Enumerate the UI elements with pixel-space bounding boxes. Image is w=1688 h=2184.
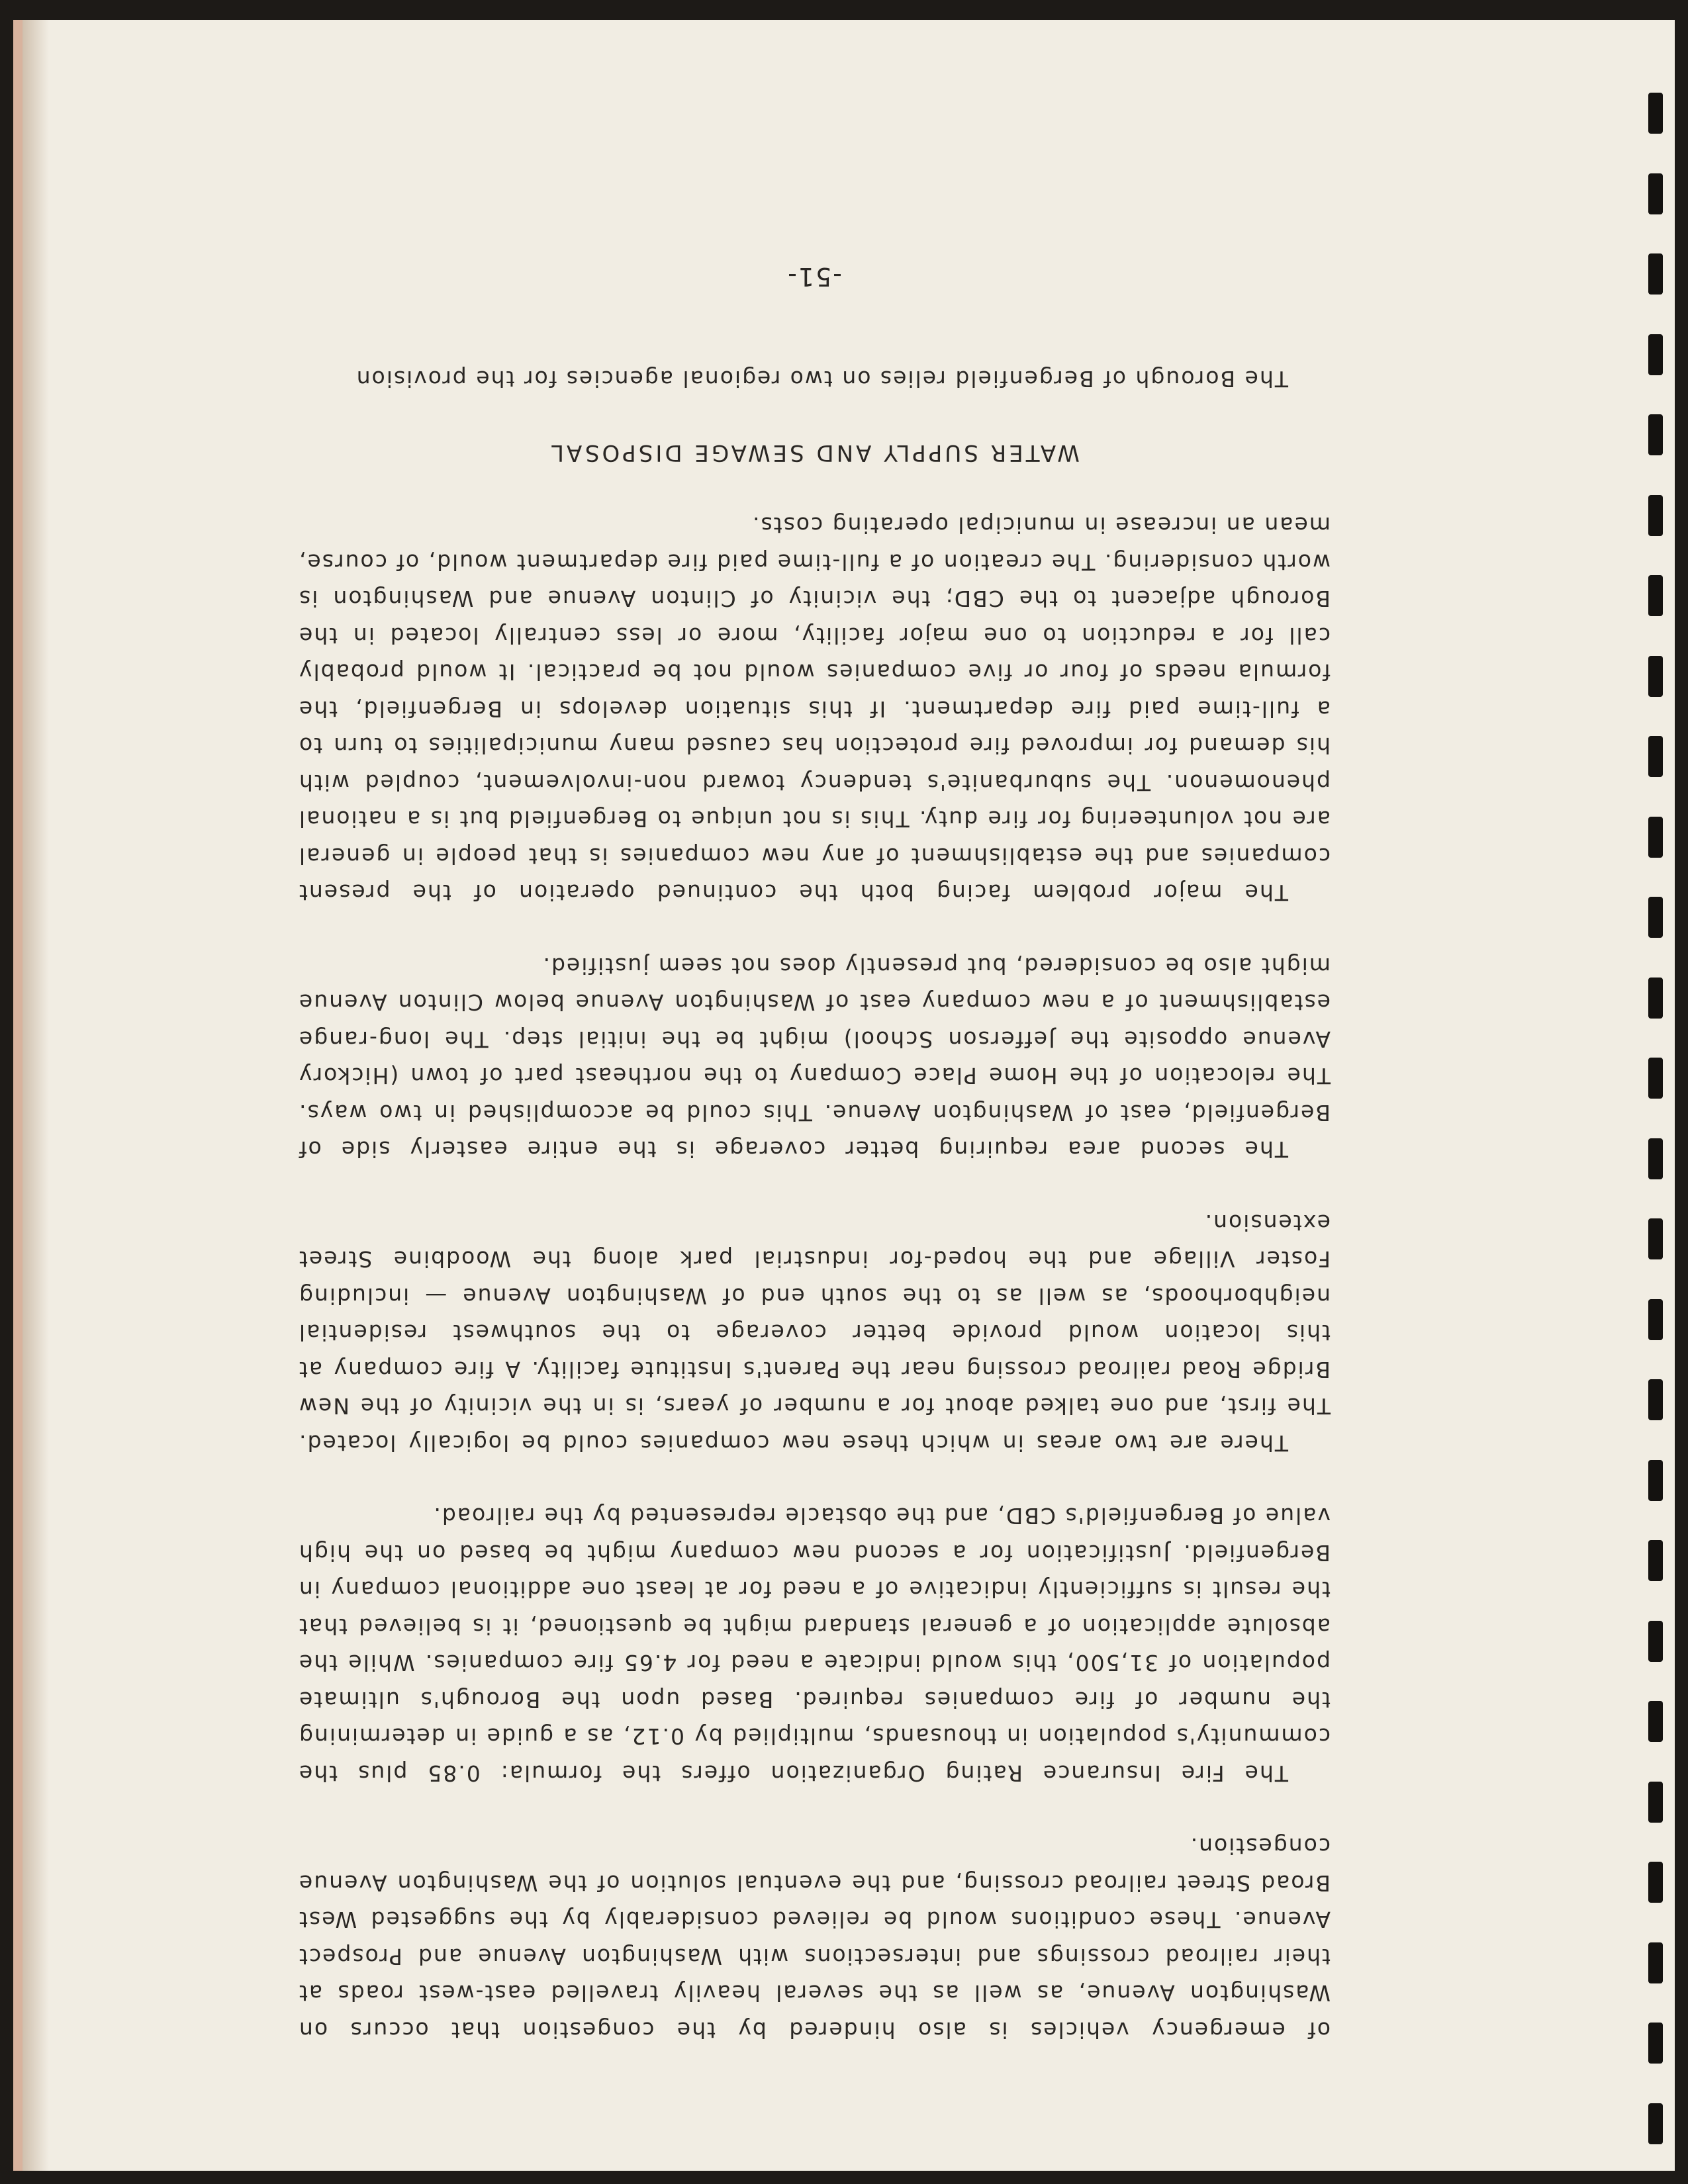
- binding-hole: [1648, 93, 1663, 134]
- paragraph-new-company-areas: There are two areas in which these new companies could be logically located. The first, and one talked about for a number of years, is in the vicinity of the New Bridge Road railroad crossing near the Parent's Institute facility. A fire company at this location would provide better coverage to the southwest residential neighborhoods, as well as to the south end of Washington Avenue — including Foster Village and the hoped-for industrial park along the Woodbine Street extension.: [298, 1210, 1331, 1456]
- binding-hole: [1648, 817, 1663, 858]
- binding-hole: [1648, 1701, 1663, 1742]
- binding-hole: [1648, 978, 1663, 1019]
- binding-hole: [1648, 575, 1663, 616]
- binding-hole: [1648, 1782, 1663, 1823]
- binding-hole: [1648, 1218, 1663, 1259]
- binding-hole: [1648, 1540, 1663, 1581]
- page-number: -51-: [786, 262, 842, 291]
- paragraph-water-supply: The Borough of Bergenfield relies on two regional agencies for the provision: [355, 366, 1288, 392]
- paragraph-fire-rating-formula: The Fire Insurance Rating Organization offers the formula: 0.85 plus the community's population in thousands, multiplied by 0.12, as a guide in determining the number of fire companies required. Based upon the Borough's ultimate population of 31,500, this would indicate a need for 4.65 fire companies. While the absolute application of a general standard might be questioned, it is believed that the result is sufficiently indicative of a need for at least one additional company in Bergenfield. Justification for a second new company might be based on the high value of Bergenfield's CBD, and the obstacle represented by the railroad.: [298, 1503, 1331, 1786]
- section-heading: WATER SUPPLY AND SEWAGE DISPOSAL: [549, 439, 1080, 466]
- paragraph-emergency-vehicles: of emergency vehicles is also hindered by the congestion that occurs on Washington Avenue, as well as the several heavily travelled east-west roads at their railroad crossings and intersections with Washington Avenue and Prospect Avenue. These conditions would be relieved considerably by the suggested West Broad Street railroad crossing, and the eventual solution of the Washington Avenue congestion.: [298, 1833, 1331, 2043]
- binding-hole: [1648, 1058, 1663, 1099]
- spiral-binding: [1648, 93, 1668, 2144]
- paragraph-easterly-coverage: The second area requiring better coverage is the entire easterly side of Bergenfield, east of Washington Avenue. This could be accomplished in two ways. The relocation of the Home Place Company to the northeast part of town (Hickory Avenue opposite the Jefferson School) might be the initial step. The long-range establishment of a new company east of Washington Avenue below Clinton Avenue might also be considered, but presently does not seem justified.: [298, 953, 1331, 1163]
- binding-hole: [1648, 736, 1663, 777]
- binding-hole: [1648, 334, 1663, 375]
- binding-hole: [1648, 495, 1663, 536]
- binding-hole: [1648, 1942, 1663, 1983]
- binding-hole: [1648, 253, 1663, 295]
- binding-hole: [1648, 1299, 1663, 1340]
- binding-hole: [1648, 656, 1663, 697]
- binding-hole: [1648, 1460, 1663, 1501]
- binding-hole: [1648, 897, 1663, 938]
- scanned-page: [13, 20, 1675, 2171]
- binding-hole: [1648, 2103, 1663, 2144]
- binding-hole: [1648, 2023, 1663, 2064]
- binding-hole: [1648, 1621, 1663, 1662]
- binding-hole: [1648, 1379, 1663, 1420]
- binding-hole: [1648, 1138, 1663, 1179]
- binding-hole: [1648, 414, 1663, 455]
- page-text: [298, 258, 1331, 2049]
- paragraph-volunteer-problem: The major problem facing both the continued operation of the present companies and the establishment of any new companies is that people in general are not volunteering for fire duty. This is not unique to Bergenfield but is a national phenomenon. The suburbanite's tendency toward non-involvement, coupled with his demand for improved fire protection has caused many municipalities to turn to a full-time paid fire department. If this situation develops in Bergenfield, the formula needs of four or five companies would not be practical. It would probably call for a reduction to one major facility, more or less centrally located in the Borough adjacent to the CBD; the vicinity of Clinton Avenue and Washington is worth considering. The creation of a full-time paid fire department would, of course, mean an increase in municipal operating costs.: [298, 512, 1331, 906]
- binding-hole: [1648, 1862, 1663, 1903]
- binding-hole: [1648, 173, 1663, 214]
- rotated-content-wrapper: [23, 20, 1675, 2171]
